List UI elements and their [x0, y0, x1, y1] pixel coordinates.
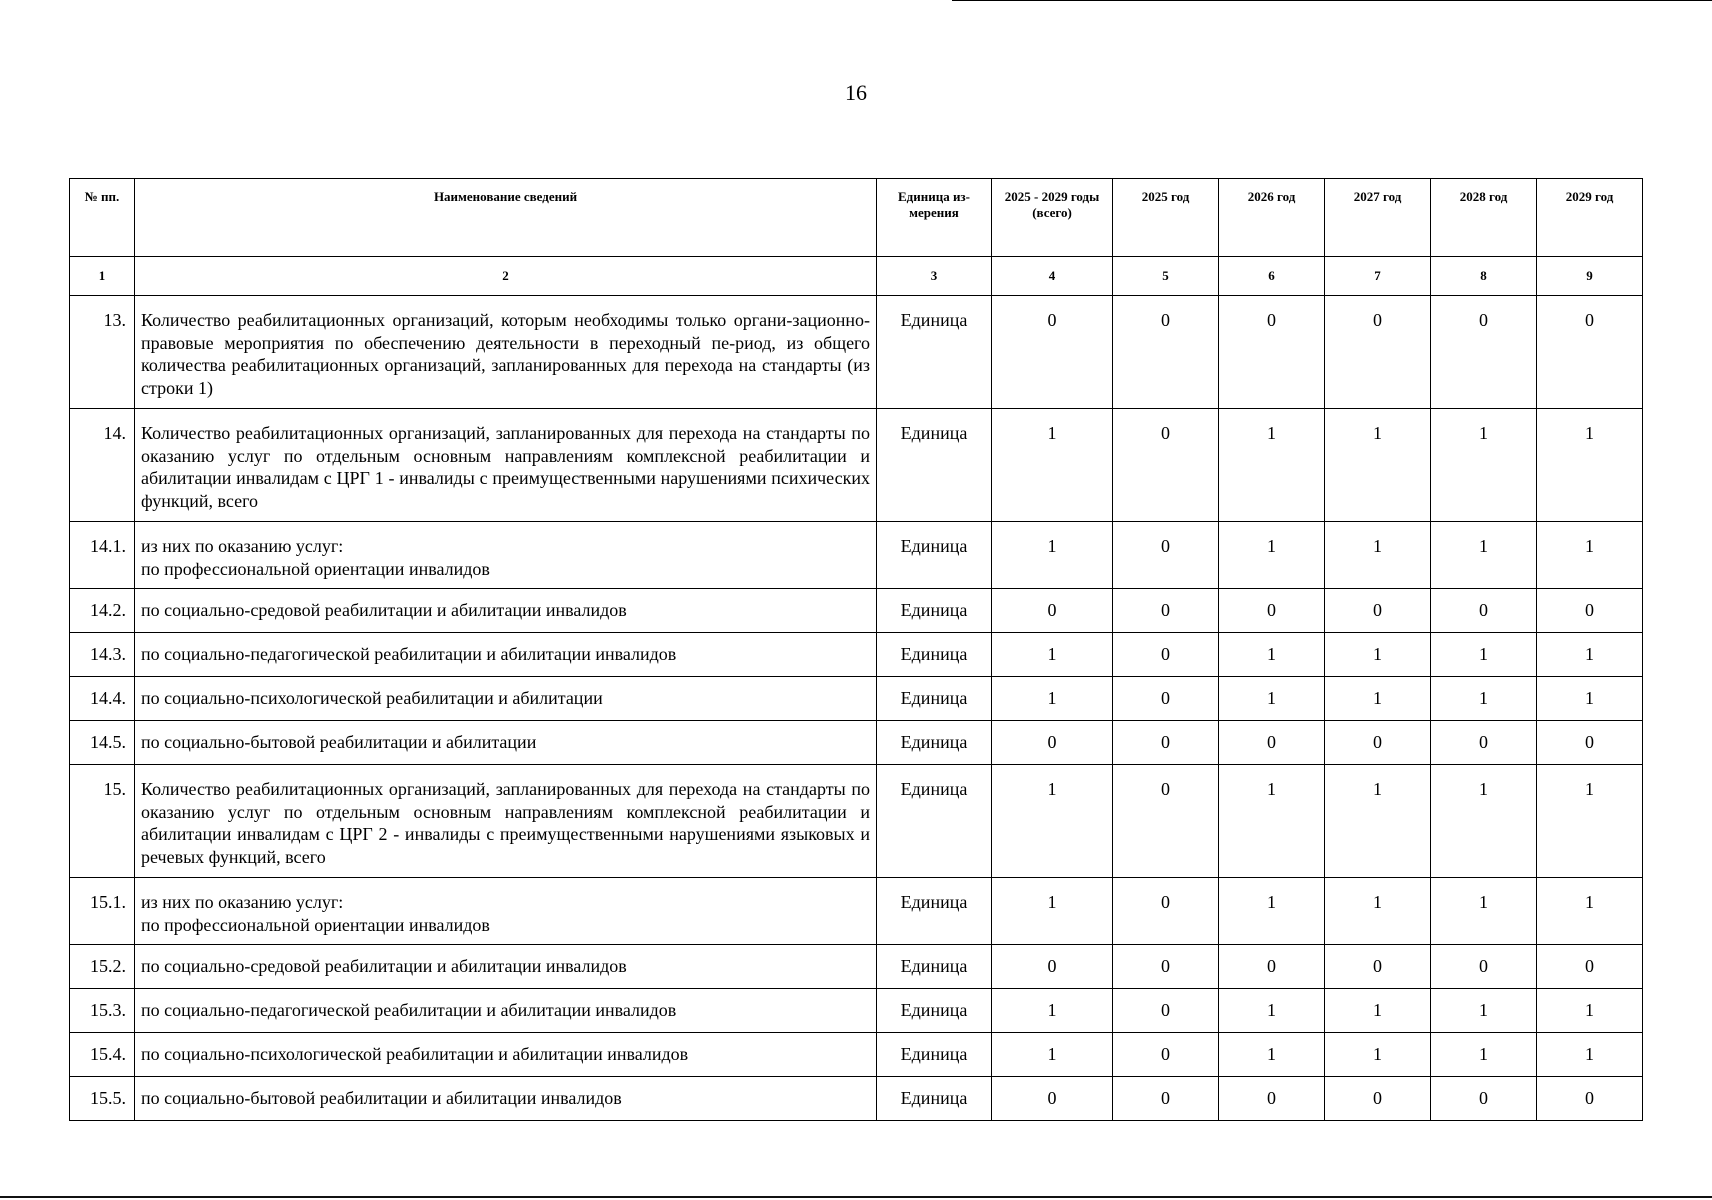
row-value: 0 [1537, 1077, 1643, 1121]
row-unit: Единица [877, 878, 992, 945]
row-value: 0 [1431, 1077, 1537, 1121]
table-row [70, 677, 1643, 721]
bottom-scan-edge [0, 1196, 1712, 1198]
row-unit: Единица [877, 1033, 992, 1077]
column-number: 9 [1537, 257, 1643, 296]
row-value: 0 [1431, 721, 1537, 765]
row-value: 0 [1113, 677, 1219, 721]
row-value: 1 [1219, 878, 1325, 945]
row-value: 1 [1431, 878, 1537, 945]
column-number: 1 [70, 257, 135, 296]
row-number: 15.4. [70, 1033, 135, 1077]
row-number: 14.1. [70, 522, 135, 589]
row-value: 1 [1537, 677, 1643, 721]
row-number: 14. [70, 409, 135, 522]
row-value: 1 [992, 1033, 1113, 1077]
row-value: 0 [1219, 296, 1325, 409]
column-number: 6 [1219, 257, 1325, 296]
column-number-row [70, 257, 1643, 296]
row-unit: Единица [877, 677, 992, 721]
row-number: 15.2. [70, 945, 135, 989]
row-value: 1 [992, 409, 1113, 522]
row-value: 0 [1219, 589, 1325, 633]
table-row [70, 878, 1643, 945]
row-value: 1 [1537, 1033, 1643, 1077]
header-2029: 2029 год [1537, 179, 1643, 257]
column-number: 7 [1325, 257, 1431, 296]
row-value: 0 [1537, 721, 1643, 765]
row-value: 0 [1219, 945, 1325, 989]
row-value: 0 [1113, 409, 1219, 522]
row-value: 0 [992, 296, 1113, 409]
table-row [70, 1077, 1643, 1121]
row-value: 1 [1431, 633, 1537, 677]
row-value: 1 [1537, 409, 1643, 522]
row-unit: Единица [877, 633, 992, 677]
row-value: 1 [1325, 765, 1431, 878]
table-row [70, 1033, 1643, 1077]
row-value: 1 [1537, 989, 1643, 1033]
row-number: 14.5. [70, 721, 135, 765]
row-value: 0 [1325, 1077, 1431, 1121]
row-value: 1 [1219, 677, 1325, 721]
row-value: 1 [1325, 989, 1431, 1033]
row-value: 1 [1325, 633, 1431, 677]
top-scan-edge [952, 0, 1712, 1]
row-value: 1 [1325, 677, 1431, 721]
row-unit: Единица [877, 721, 992, 765]
row-value: 1 [992, 677, 1113, 721]
row-number: 15.5. [70, 1077, 135, 1121]
row-number: 14.2. [70, 589, 135, 633]
row-name: Количество реабилитационных организаций, запланированных для перехода на стандарты по оказанию услуг по отдельным основным направлениям комплексной реабилитации и абилитации инвалидам с ЦРГ 1 - инвалиды с преимущественными нарушениями психических функций, всего [135, 409, 877, 522]
row-value: 0 [1113, 522, 1219, 589]
row-value: 1 [992, 633, 1113, 677]
row-value: 0 [1113, 945, 1219, 989]
table-row [70, 765, 1643, 878]
row-name: по социально-педагогической реабилитации и абилитации инвалидов [135, 989, 877, 1033]
row-unit: Единица [877, 296, 992, 409]
table-row [70, 296, 1643, 409]
row-value: 1 [1219, 989, 1325, 1033]
row-unit: Единица [877, 409, 992, 522]
row-value: 1 [992, 878, 1113, 945]
row-value: 0 [1113, 296, 1219, 409]
row-value: 0 [1113, 589, 1219, 633]
row-value: 1 [1431, 1033, 1537, 1077]
row-value: 1 [1431, 677, 1537, 721]
header-2025: 2025 год [1113, 179, 1219, 257]
row-unit: Единица [877, 989, 992, 1033]
row-value: 1 [1537, 633, 1643, 677]
row-value: 1 [1325, 522, 1431, 589]
table-body [70, 296, 1643, 1121]
header-unit: Единица из-мерения [877, 179, 992, 257]
row-name: по социально-бытовой реабилитации и абилитации инвалидов [135, 1077, 877, 1121]
row-number: 15.1. [70, 878, 135, 945]
row-value: 0 [992, 589, 1113, 633]
row-value: 0 [1113, 1033, 1219, 1077]
header-2026: 2026 год [1219, 179, 1325, 257]
row-value: 0 [1431, 296, 1537, 409]
row-unit: Единица [877, 1077, 992, 1121]
row-value: 0 [1113, 989, 1219, 1033]
data-table [69, 178, 1643, 1121]
table-row [70, 989, 1643, 1033]
column-number: 8 [1431, 257, 1537, 296]
row-number: 13. [70, 296, 135, 409]
table-row [70, 945, 1643, 989]
row-name: по социально-психологической реабилитации и абилитации инвалидов [135, 1033, 877, 1077]
row-name: Количество реабилитационных организаций, которым необходимы только органи-зационно-правовые мероприятия по обеспечению деятельности в переходный пе-риод, из общего количества реабилитационных организаций, запланированных для перехода на стандарты (из строки 1) [135, 296, 877, 409]
row-value: 1 [1219, 1033, 1325, 1077]
row-value: 0 [992, 1077, 1113, 1121]
row-value: 0 [1113, 1077, 1219, 1121]
row-unit: Единица [877, 522, 992, 589]
table-row [70, 409, 1643, 522]
row-value: 1 [1325, 1033, 1431, 1077]
row-name: по социально-средовой реабилитации и абилитации инвалидов [135, 945, 877, 989]
row-value: 1 [1431, 989, 1537, 1033]
header-name: Наименование сведений [135, 179, 877, 257]
column-number: 2 [135, 257, 877, 296]
row-value: 0 [1113, 633, 1219, 677]
row-value: 1 [1537, 765, 1643, 878]
row-name: по социально-психологической реабилитации и абилитации [135, 677, 877, 721]
row-value: 1 [1431, 409, 1537, 522]
row-value: 1 [1219, 765, 1325, 878]
row-number: 14.3. [70, 633, 135, 677]
row-name: по социально-педагогической реабилитации и абилитации инвалидов [135, 633, 877, 677]
row-value: 0 [1537, 589, 1643, 633]
header-num: № пп. [70, 179, 135, 257]
row-value: 0 [1113, 878, 1219, 945]
row-value: 0 [1113, 721, 1219, 765]
row-value: 1 [992, 522, 1113, 589]
row-name: по социально-средовой реабилитации и абилитации инвалидов [135, 589, 877, 633]
table-row [70, 633, 1643, 677]
row-value: 0 [992, 945, 1113, 989]
row-unit: Единица [877, 945, 992, 989]
row-value: 1 [1325, 409, 1431, 522]
row-value: 1 [992, 765, 1113, 878]
row-value: 0 [1537, 296, 1643, 409]
row-number: 15.3. [70, 989, 135, 1033]
row-value: 0 [1325, 589, 1431, 633]
header-2027: 2027 год [1325, 179, 1431, 257]
page-number: 16 [845, 80, 867, 105]
row-unit: Единица [877, 589, 992, 633]
row-name: из них по оказанию услуг: по профессиональной ориентации инвалидов [135, 878, 877, 945]
row-value: 1 [1537, 878, 1643, 945]
column-number: 5 [1113, 257, 1219, 296]
table-row [70, 721, 1643, 765]
row-value: 0 [1431, 589, 1537, 633]
row-value: 1 [1325, 878, 1431, 945]
table-row [70, 522, 1643, 589]
row-value: 1 [1431, 522, 1537, 589]
row-value: 0 [1219, 1077, 1325, 1121]
column-number: 4 [992, 257, 1113, 296]
header-2028: 2028 год [1431, 179, 1537, 257]
row-value: 1 [1219, 522, 1325, 589]
row-number: 14.4. [70, 677, 135, 721]
row-name: по социально-бытовой реабилитации и абилитации [135, 721, 877, 765]
row-name: из них по оказанию услуг: по профессиональной ориентации инвалидов [135, 522, 877, 589]
row-value: 0 [1325, 945, 1431, 989]
row-value: 1 [1537, 522, 1643, 589]
header-total: 2025 - 2029 годы (всего) [992, 179, 1113, 257]
row-value: 0 [1537, 945, 1643, 989]
row-value: 0 [1219, 721, 1325, 765]
row-unit: Единица [877, 765, 992, 878]
row-value: 0 [1325, 721, 1431, 765]
row-name: Количество реабилитационных организаций, запланированных для перехода на стандарты по оказанию услуг по отдельным основным направлениям комплексной реабилитации и абилитации инвалидам с ЦРГ 2 - инвалиды с преимущественными нарушениями языковых и речевых функций, всего [135, 765, 877, 878]
row-value: 1 [1431, 765, 1537, 878]
table-row [70, 589, 1643, 633]
row-value: 0 [1431, 945, 1537, 989]
row-value: 1 [992, 989, 1113, 1033]
row-value: 0 [1113, 765, 1219, 878]
row-value: 0 [992, 721, 1113, 765]
column-number: 3 [877, 257, 992, 296]
row-value: 0 [1325, 296, 1431, 409]
header-row [70, 179, 1643, 257]
row-number: 15. [70, 765, 135, 878]
row-value: 1 [1219, 633, 1325, 677]
row-value: 1 [1219, 409, 1325, 522]
